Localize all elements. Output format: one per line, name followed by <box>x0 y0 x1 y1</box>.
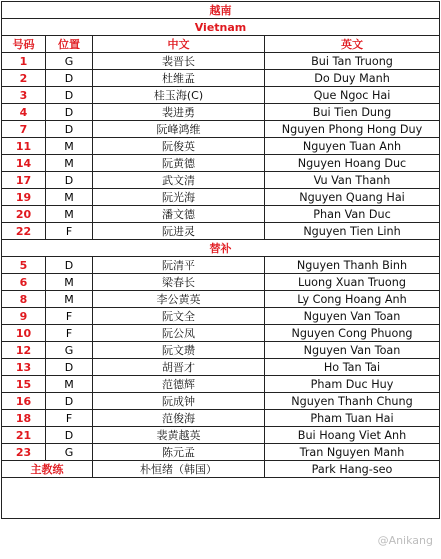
coach-name-cn: 朴恒绪（韩国） <box>93 461 265 478</box>
player-row <box>2 393 440 410</box>
player-position: M <box>46 138 93 155</box>
player-number: 11 <box>2 138 46 155</box>
player-position: G <box>46 53 93 70</box>
player-number: 18 <box>2 410 46 427</box>
player-name-cn: 阮峰鸿维 <box>93 121 265 138</box>
player-name-en: Vu Van Thanh <box>265 172 440 189</box>
player-name-en: Tran Nguyen Manh <box>265 444 440 461</box>
player-name-en: Do Duy Manh <box>265 70 440 87</box>
player-position: M <box>46 189 93 206</box>
player-name-cn: 潘文德 <box>93 206 265 223</box>
player-row <box>2 223 440 240</box>
player-row <box>2 308 440 325</box>
header-chinese: 中文 <box>93 36 265 53</box>
player-row <box>2 206 440 223</box>
player-number: 12 <box>2 342 46 359</box>
player-position: G <box>46 342 93 359</box>
player-name-en: Luong Xuan Truong <box>265 274 440 291</box>
player-number: 21 <box>2 427 46 444</box>
player-name-cn: 阮公凤 <box>93 325 265 342</box>
header-english: 英文 <box>265 36 440 53</box>
header-position: 位置 <box>46 36 93 53</box>
player-number: 15 <box>2 376 46 393</box>
coach-name-en: Park Hang-seo <box>265 461 440 478</box>
coach-row <box>2 461 440 478</box>
player-name-en: Phan Van Duc <box>265 206 440 223</box>
player-name-cn: 裴进勇 <box>93 104 265 121</box>
player-name-en: Nguyen Phong Hong Duy <box>265 121 440 138</box>
roster-table <box>1 1 440 519</box>
player-number: 4 <box>2 104 46 121</box>
player-row <box>2 53 440 70</box>
blank-footer-row <box>2 478 440 519</box>
player-name-en: Ho Tan Tai <box>265 359 440 376</box>
player-position: D <box>46 427 93 444</box>
player-name-cn: 胡晋才 <box>93 359 265 376</box>
player-position: F <box>46 223 93 240</box>
player-position: D <box>46 359 93 376</box>
player-name-en: Bui Hoang Viet Anh <box>265 427 440 444</box>
team-title-cn: 越南 <box>2 2 440 19</box>
subs-label: 替补 <box>2 240 440 257</box>
player-name-cn: 桂玉海(C) <box>93 87 265 104</box>
player-name-en: Bui Tan Truong <box>265 53 440 70</box>
player-row <box>2 121 440 138</box>
player-position: D <box>46 393 93 410</box>
player-name-en: Pham Duc Huy <box>265 376 440 393</box>
player-name-cn: 李公黄英 <box>93 291 265 308</box>
player-name-en: Nguyen Thanh Chung <box>265 393 440 410</box>
player-row <box>2 257 440 274</box>
player-position: F <box>46 308 93 325</box>
player-name-cn: 裴晋长 <box>93 53 265 70</box>
player-number: 7 <box>2 121 46 138</box>
player-row <box>2 189 440 206</box>
player-name-cn: 范德辉 <box>93 376 265 393</box>
player-position: D <box>46 104 93 121</box>
header-row <box>2 36 440 53</box>
player-row <box>2 410 440 427</box>
player-number: 1 <box>2 53 46 70</box>
player-name-cn: 武文清 <box>93 172 265 189</box>
player-row <box>2 172 440 189</box>
player-row <box>2 104 440 121</box>
player-number: 2 <box>2 70 46 87</box>
player-number: 10 <box>2 325 46 342</box>
player-row <box>2 155 440 172</box>
player-position: M <box>46 155 93 172</box>
player-row <box>2 87 440 104</box>
player-number: 5 <box>2 257 46 274</box>
player-number: 20 <box>2 206 46 223</box>
player-name-cn: 阮俊英 <box>93 138 265 155</box>
player-number: 9 <box>2 308 46 325</box>
player-position: F <box>46 325 93 342</box>
player-number: 17 <box>2 172 46 189</box>
player-row <box>2 70 440 87</box>
player-row <box>2 291 440 308</box>
player-name-cn: 阮清平 <box>93 257 265 274</box>
player-name-cn: 阮进灵 <box>93 223 265 240</box>
player-position: D <box>46 257 93 274</box>
player-position: D <box>46 121 93 138</box>
player-row <box>2 342 440 359</box>
player-name-cn: 阮文瓒 <box>93 342 265 359</box>
player-number: 23 <box>2 444 46 461</box>
player-position: D <box>46 70 93 87</box>
player-name-cn: 范俊海 <box>93 410 265 427</box>
player-position: D <box>46 172 93 189</box>
player-position: M <box>46 376 93 393</box>
player-name-en: Nguyen Cong Phuong <box>265 325 440 342</box>
player-row <box>2 359 440 376</box>
player-position: G <box>46 444 93 461</box>
player-position: M <box>46 206 93 223</box>
header-number: 号码 <box>2 36 46 53</box>
subs-header-row <box>2 240 440 257</box>
player-position: M <box>46 274 93 291</box>
player-number: 22 <box>2 223 46 240</box>
player-number: 6 <box>2 274 46 291</box>
blank-footer-cell <box>2 478 440 519</box>
player-position: D <box>46 87 93 104</box>
player-row <box>2 325 440 342</box>
player-number: 16 <box>2 393 46 410</box>
team-title-en: Vietnam <box>2 19 440 36</box>
player-name-cn: 杜维孟 <box>93 70 265 87</box>
player-position: F <box>46 410 93 427</box>
player-name-en: Ly Cong Hoang Anh <box>265 291 440 308</box>
player-name-en: Nguyen Van Toan <box>265 342 440 359</box>
player-name-cn: 梁春长 <box>93 274 265 291</box>
player-row <box>2 138 440 155</box>
title-row-en <box>2 19 440 36</box>
player-name-cn: 阮光海 <box>93 189 265 206</box>
player-row <box>2 427 440 444</box>
player-name-cn: 阮成钟 <box>93 393 265 410</box>
watermark: @Anikang <box>377 534 433 547</box>
roster-sheet <box>1 1 439 519</box>
player-name-cn: 裴黄越英 <box>93 427 265 444</box>
player-number: 3 <box>2 87 46 104</box>
player-row <box>2 376 440 393</box>
player-name-en: Que Ngoc Hai <box>265 87 440 104</box>
player-number: 8 <box>2 291 46 308</box>
player-name-en: Nguyen Thanh Binh <box>265 257 440 274</box>
player-name-en: Nguyen Tien Linh <box>265 223 440 240</box>
player-number: 13 <box>2 359 46 376</box>
player-number: 19 <box>2 189 46 206</box>
player-name-en: Nguyen Tuan Anh <box>265 138 440 155</box>
player-name-cn: 阮黄德 <box>93 155 265 172</box>
player-row <box>2 274 440 291</box>
player-name-en: Nguyen Hoang Duc <box>265 155 440 172</box>
coach-label: 主教练 <box>2 461 93 478</box>
player-name-cn: 阮文全 <box>93 308 265 325</box>
title-row-cn <box>2 2 440 19</box>
player-name-en: Nguyen Van Toan <box>265 308 440 325</box>
player-name-en: Bui Tien Dung <box>265 104 440 121</box>
player-name-en: Pham Tuan Hai <box>265 410 440 427</box>
player-row <box>2 444 440 461</box>
player-number: 14 <box>2 155 46 172</box>
player-name-cn: 陈元孟 <box>93 444 265 461</box>
player-position: M <box>46 291 93 308</box>
player-name-en: Nguyen Quang Hai <box>265 189 440 206</box>
